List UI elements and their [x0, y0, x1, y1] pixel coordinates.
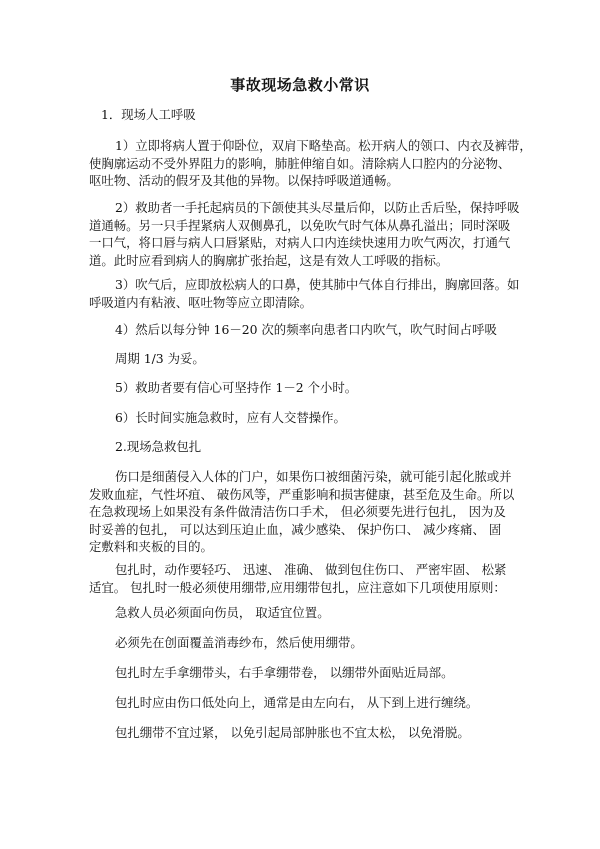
bandaging-rule-5: 包扎绷带不宜过紧， 以免引起局部肿胀也不宜太松， 以免滑脱。 — [115, 725, 470, 740]
text-line: 2）救助者一手托起病员的下颌使其头尽量后仰，以防止舌后坠，保持呼吸 — [115, 200, 520, 215]
text-line: 伤口是细菌侵入人体的门户，如果伤口被细菌污染，就可能引起化脓或并 — [115, 469, 512, 484]
text-line: 在急救现场上如果没有条件做清洁伤口手术， 但必须要先进行包扎， 因为及 — [89, 504, 506, 519]
text-line: 发败血症，气性坏疽、 破伤风等，严重影响和损害健康，甚至危及生命。所以 — [89, 486, 515, 502]
text-line: 呕吐物、活动的假牙及其他的异物。以保持呼吸道通畅。 — [89, 173, 399, 188]
paragraph-respiration-step-4: 4）然后以每分钟 16－20 次的频率向患者口内吹气，吹气时间占呼吸 — [115, 322, 497, 337]
paragraph-respiration-step-6: 6）长时间实施急救时，应有人交替操作。 — [115, 410, 346, 425]
bandaging-rule-1: 急救人员必须面向伤员， 取适宜位置。 — [115, 605, 330, 620]
section-heading-artificial-respiration: 1．现场人工呼吸 — [101, 107, 196, 122]
text-line: 呼吸道内有粘液、呕吐物等应立即清除。 — [89, 294, 313, 310]
text-line: 1）立即将病人置于仰卧位，双肩下略垫高。松开病人的领口、内衣及裤带， — [115, 138, 532, 153]
bandaging-rule-3: 包扎时左手拿绷带头，右手拿绷带卷， 以绷带外面贴近局部。 — [115, 665, 454, 680]
paragraph-respiration-step-4-continued: 周期 1/3 为妥。 — [115, 351, 205, 366]
text-line: 道通畅。另一只手捏紧病人双侧鼻孔，以免吹气时气体从鼻孔溢出；同时深吸 — [89, 217, 511, 233]
text-line: 时妥善的包扎， 可以达到压迫止血，减少感染、 保护伤口、 减少疼痛、 固 — [89, 521, 502, 537]
paragraph-bandaging-principles — [89, 561, 519, 596]
text-line: 3）吹气后，应即放松病人的口鼻，使其肺中气体自行排出，胸廓回落。如 — [115, 277, 520, 292]
text-line: 使胸廓运动不受外界阻力的影响，肺脏伸缩自如。清除病人口腔内的分泌物、 — [89, 155, 511, 171]
text-line: 定敷料和夹板的目的。 — [89, 539, 213, 554]
paragraph-respiration-step-5: 5）救助者要有信心可坚持作 1－2 个小时。 — [115, 380, 358, 395]
paragraph-respiration-step-1 — [89, 137, 532, 190]
text-line: 道。此时应看到病人的胸廓扩张抬起，这是有效人工呼吸的指标。 — [89, 252, 449, 268]
text-line: 包扎时，动作要轻巧、 迅速、 准确、 做到包住伤口、 严密牢固、 松紧 — [115, 562, 507, 577]
paragraph-respiration-step-2 — [89, 199, 519, 269]
text-line: 一口气，将口唇与病人口唇紧贴，对病人口内连续快速用力吹气两次，打通气 — [89, 235, 511, 250]
paragraph-bandaging-purpose — [89, 468, 519, 556]
text-line: 适宜。 包扎时一般必须使用绷带,应用绷带包扎，应注意如下几项使用原则： — [89, 579, 506, 595]
bandaging-rule-4: 包扎时应由伤口低处向上，通常是由左向右， 从下到上进行缠绕。 — [115, 695, 479, 710]
paragraph-respiration-step-3 — [89, 276, 519, 311]
section-heading-bandaging: 2.现场急救包扎 — [115, 439, 202, 454]
page-title: 事故现场急救小常识 — [230, 76, 370, 94]
bandaging-rule-2: 必须先在创面覆盖消毒纱布，然后使用绷带。 — [115, 635, 363, 650]
